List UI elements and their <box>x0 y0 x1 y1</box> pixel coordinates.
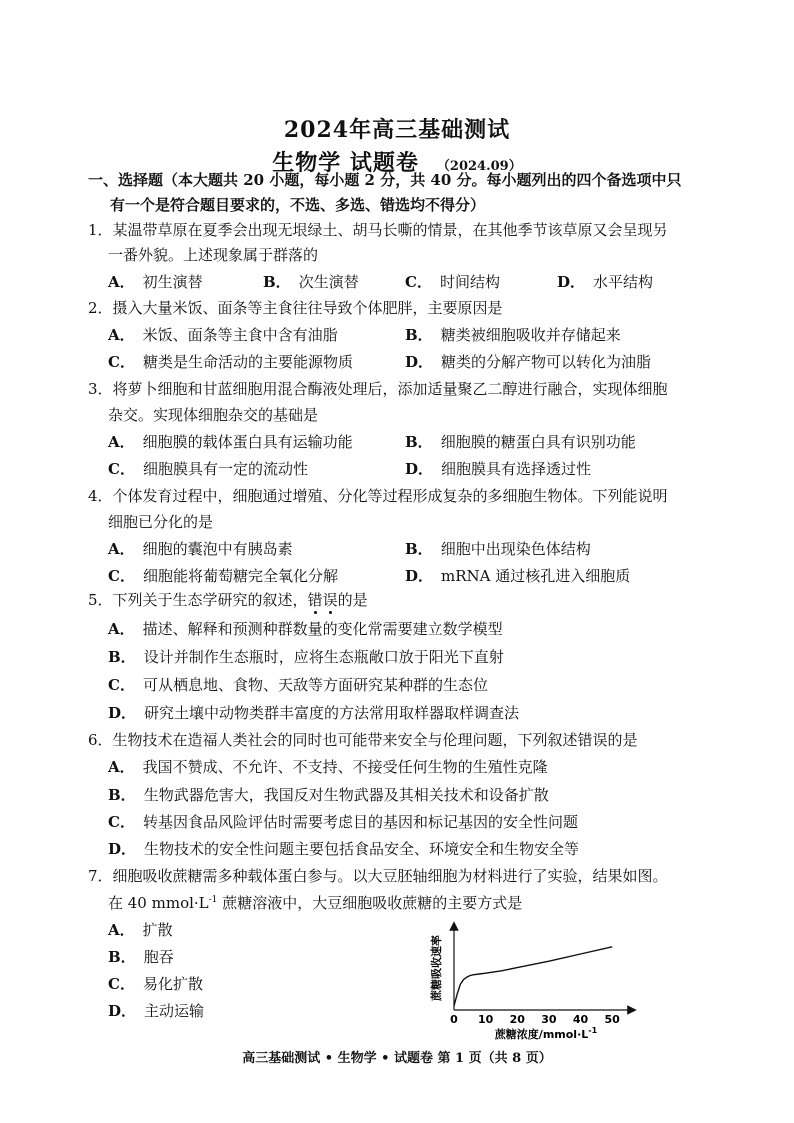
q1-option-d: D． 水平结构 <box>557 273 654 291</box>
q4-stem-line1: 4．个体发育过程中，细胞通过增殖、分化等过程形成复杂的多细胞生物体。下列能说明 <box>88 487 668 505</box>
section-heading-line2: 有一个是符合题目要求的，不选、多选、错选均不得分） <box>110 196 486 214</box>
q5-option-b: B． 设计并制作生态瓶时，应将生态瓶敞口放于阳光下直射 <box>108 648 504 666</box>
q7-option-b: B． 胞吞 <box>108 948 174 966</box>
q2-option-a: A． 米饭、面条等主食中含有油脂 <box>108 326 338 344</box>
q6-stem: 6．生物技术在造福人类社会的同时也可能带来安全与伦理问题，下列叙述错误的是 <box>88 731 638 749</box>
q7-stem-line2: 在 40 $mmol\cdot L^{-1}$ 蔗糖溶液中，大豆细胞吸收蔗糖的主要方式是 <box>108 894 523 912</box>
page-footer: 高三基础测试 • 生物学 • 试题卷 第 1 页（共 8 页） <box>242 1051 552 1066</box>
x-tick-label: 10 <box>477 1013 494 1026</box>
q5-option-c: C． 可从栖息地、食物、天敌等方面研究某种群的生态位 <box>108 676 488 694</box>
emphasis-mark: 错 <box>307 591 323 609</box>
q6-option-a: A． 我国不赞成、不允许、不支持、不接受任何生物的生殖性克隆 <box>108 758 548 776</box>
q6-option-d: D． 生物技术的安全性问题主要包括食品安全、环境安全和生物安全等 <box>108 840 580 858</box>
q2-option-d: D． 糖类的分解产物可以转化为油脂 <box>405 353 652 371</box>
q7-option-d: D． 主动运输 <box>108 1002 205 1020</box>
q1-stem-line2: 一番外貌。上述现象属于群落的 <box>108 246 319 264</box>
q3-option-d: D． 细胞膜具有选择透过性 <box>405 460 592 478</box>
uptake-curve <box>454 947 612 1006</box>
q6-option-b: B． 生物武器危害大，我国反对生物武器及其相关技术和设备扩散 <box>108 786 549 804</box>
x-tick-label: 50 <box>604 1013 620 1026</box>
q4-option-c: C． 细胞能将葡萄糖完全氧化分解 <box>108 567 338 585</box>
x-tick-label: 0 <box>450 1013 458 1026</box>
q3-option-a: A． 细胞膜的载体蛋白具有运输功能 <box>108 433 353 451</box>
x-tick-label: 40 <box>572 1013 589 1026</box>
y-axis-label: 蔗糖吸收速率 <box>430 935 443 1001</box>
q7-option-c: C． 易化扩散 <box>108 975 203 993</box>
x-tick-label: 20 <box>509 1013 525 1026</box>
q4-stem-line2: 细胞已分化的是 <box>108 513 214 531</box>
q2-option-c: C． 糖类是生命活动的主要能源物质 <box>108 353 353 371</box>
q7-option-a: A． 扩散 <box>108 921 173 939</box>
q3-stem-line2: 杂交。实现体细胞杂交的基础是 <box>108 406 319 424</box>
q3-stem-line1: 3．将萝卜细胞和甘蓝细胞用混合酶液处理后，添加适量聚乙二醇进行融合，实现体细胞 <box>88 380 668 398</box>
q1-stem-line1: 1．某温带草原在夏季会出现无垠绿土、胡马长嘶的情景，在其他季节该草原又会呈现另 <box>88 221 668 239</box>
q6-option-c: C． 转基因食品风险评估时需要考虑目的基因和标记基因的安全性问题 <box>108 813 578 831</box>
q1-option-a: A． 初生演替 <box>108 273 203 291</box>
q1-option-c: C． 时间结构 <box>405 273 500 291</box>
exam-date: （2024.09） <box>436 159 522 174</box>
q4-option-a: A． 细胞的囊泡中有胰岛素 <box>108 540 293 558</box>
emphasis-mark: 误 <box>322 591 338 609</box>
q4-option-d: D． mRNA 通过核孔进入细胞质 <box>405 567 631 585</box>
q2-stem: 2．摄入大量米饭、面条等主食往往导致个体肥胖，主要原因是 <box>88 299 503 317</box>
q5-option-a: A． 描述、解释和预测种群数量的变化常需要建立数学模型 <box>108 620 503 638</box>
x-tick-label: 30 <box>541 1013 557 1026</box>
q1-option-b: B． 次生演替 <box>263 273 359 291</box>
q4-option-b: B． 细胞中出现染色体结构 <box>405 540 591 558</box>
q3-option-b: B． 细胞膜的糖蛋白具有识别功能 <box>405 433 636 451</box>
x-axis-label: 蔗糖浓度$/mmol\cdot L^{-1}$ <box>494 1026 598 1041</box>
section-heading-line1: 一、选择题（本大题共 20 小题，每小题 2 分，共 40 分。每小题列出的四个备选项中只 <box>88 171 682 189</box>
sucrose-uptake-chart <box>420 918 640 1042</box>
q5-stem: 5．下列关于生态学研究的叙述，错误的是 <box>88 591 368 609</box>
q7-stem-line1: 7．细胞吸收蔗糖需多种载体蛋白参与。以大豆胚轴细胞为材料进行了实验，结果如图。 <box>88 867 668 885</box>
q3-option-c: C． 细胞膜具有一定的流动性 <box>108 460 308 478</box>
q2-option-b: B． 糖类被细胞吸收并存储起来 <box>405 326 621 344</box>
exam-subtitle: 生物学 试题卷 <box>272 150 419 176</box>
x-tick-labels <box>450 1013 620 1026</box>
exam-title: 2024年高三基础测试 <box>283 117 511 143</box>
q5-option-d: D． 研究土壤中动物类群丰富度的方法常用取样器取样调查法 <box>108 704 520 722</box>
